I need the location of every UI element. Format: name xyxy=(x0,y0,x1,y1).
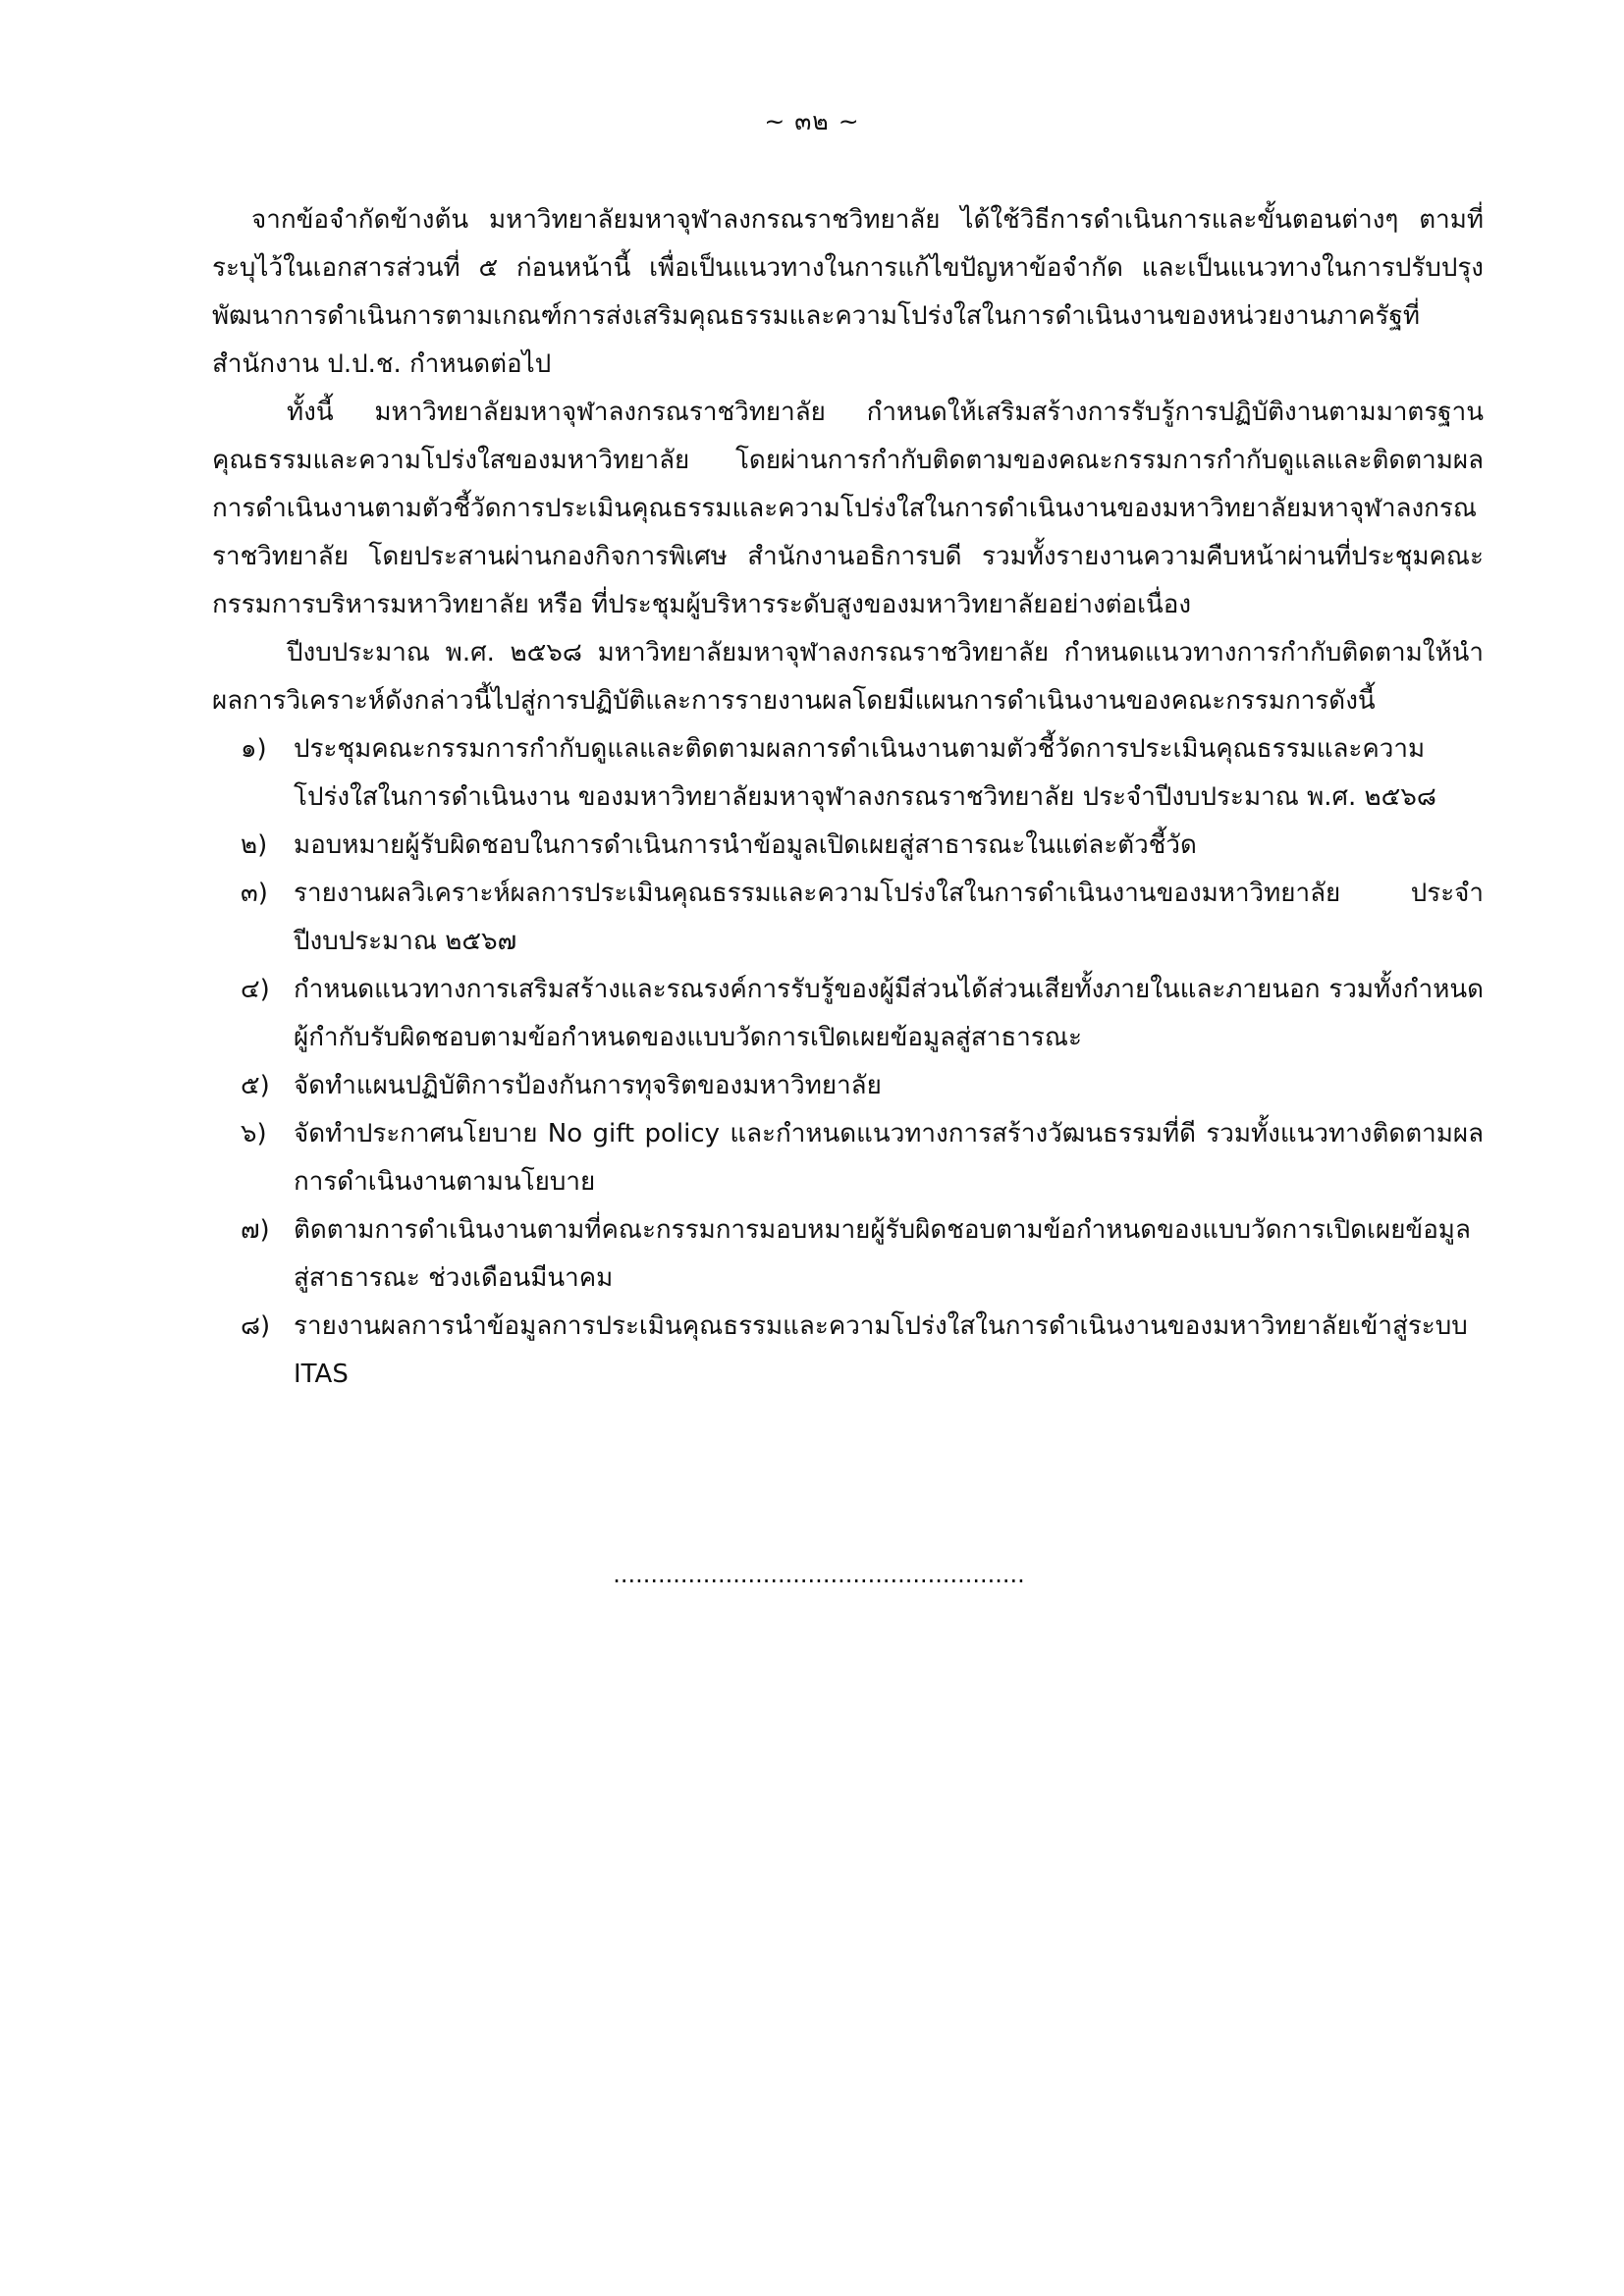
list-number: ๔) xyxy=(241,975,270,1004)
list-text: ประชุมคณะกรรมการกำกับดูแลและติดตามผลการดำเนินงานตามตัวชี้วัดการประเมินคุณธรรมและความโปร่งใสในการดำเนินงาน ของมหาวิทยาลัยมหาจุฬาลงกรณราชวิทยาลัย ประจำปีงบประมาณ พ.ศ. ๒๕๖๘ xyxy=(294,734,1436,812)
list-text: มอบหมายผู้รับผิดชอบในการดำเนินการนำข้อมูลเปิดเผยสู่สาธารณะในแต่ละตัวชี้วัด xyxy=(294,830,1197,860)
list-text: กำหนดแนวทางการเสริมสร้างและรณรงค์การรับรู้ของผู้มีส่วนได้ส่วนเสียทั้งภายในและภายนอก รวมทั้งกำหนดผู้กำกับรับผิดชอบตามข้อกำหนดของแบบวัดการเปิดเผยข้อมูลสู่สาธารณะ xyxy=(294,975,1484,1052)
list-item xyxy=(212,966,1484,1062)
paragraph-limitations: จากข้อจำกัดข้างต้น มหาวิทยาลัยมหาจุฬาลงกรณราชวิทยาลัย ได้ใช้วิธีการดำเนินการและขั้นตอนต่างๆ ตามที่ระบุไว้ในเอกสารส่วนที่ ๕ ก่อนหน้านี้ เพื่อเป็นแนวทางในการแก้ไขปัญหาข้อจำกัด และเป็นแนวทางในการปรับปรุงพัฒนาการดำเนินการตามเกณฑ์การส่งเสริมคุณธรรมและความโปร่งใสในการดำเนินงานของหน่วยงานภาครัฐที่สำนักงาน ป.ป.ช. กำหนดต่อไป xyxy=(212,205,1484,379)
list-number: ๘) xyxy=(241,1311,271,1341)
end-of-section-marker: ....................................................... xyxy=(613,1561,1025,1588)
list-item xyxy=(212,1206,1484,1303)
list-item xyxy=(212,1110,1484,1206)
list-item xyxy=(212,822,1484,870)
list-item xyxy=(212,870,1484,966)
list-number: ๕) xyxy=(241,1071,270,1100)
list-text: รายงานผลการนำข้อมูลการประเมินคุณธรรมและความโปร่งใสในการดำเนินงานของมหาวิทยาลัยเข้าสู่ระบบ ITAS xyxy=(294,1311,1468,1389)
list-number: ๗) xyxy=(241,1215,270,1245)
list-item xyxy=(212,1303,1484,1399)
list-number: ๑) xyxy=(241,734,267,764)
list-number: ๖) xyxy=(241,1119,267,1148)
list-text: รายงานผลวิเคราะห์ผลการประเมินคุณธรรมและความโปร่งใสในการดำเนินงานของมหาวิทยาลัย ประจำปีงบประมาณ ๒๕๖๗ xyxy=(294,879,1484,956)
list-number: ๓) xyxy=(241,879,268,908)
list-text: จัดทำแผนปฏิบัติการป้องกันการทุจริตของมหาวิทยาลัย xyxy=(294,1071,882,1100)
paragraph-fiscal-plan: ปีงบประมาณ พ.ศ. ๒๕๖๘ มหาวิทยาลัยมหาจุฬาลงกรณราชวิทยาลัย กำหนดแนวทางการกำกับติดตามให้นำผลการวิเคราะห์ดังกล่าวนี้ไปสู่การปฏิบัติและการรายงานผลโดยมีแผนการดำเนินงานของคณะกรรมการดังนี้ xyxy=(212,638,1484,716)
list-item xyxy=(212,1062,1484,1110)
list-number: ๒) xyxy=(241,830,268,860)
list-text: จัดทำประกาศนโยบาย No gift policy และกำหนดแนวทางการสร้างวัฒนธรรมที่ดี รวมทั้งแนวทางติดตามผลการดำเนินงานตามนโยบาย xyxy=(294,1119,1484,1197)
list-text: ติดตามการดำเนินงานตามที่คณะกรรมการมอบหมายผู้รับผิดชอบตามข้อกำหนดของแบบวัดการเปิดเผยข้อมูลสู่สาธารณะ ช่วงเดือนมีนาคม xyxy=(294,1215,1471,1293)
document-body xyxy=(212,196,1484,1399)
action-plan-list xyxy=(212,725,1484,1399)
list-item xyxy=(212,725,1484,822)
page-number: ~ ๓๒ ~ xyxy=(764,107,860,135)
paragraph-awareness: ทั้งนี้ มหาวิทยาลัยมหาจุฬาลงกรณราชวิทยาลัย กำหนดให้เสริมสร้างการรับรู้การปฏิบัติงานตามมาตรฐานคุณธรรมและความโปร่งใสของมหาวิทยาลัย โดยผ่านการกำกับติดตามของคณะกรรมการกำกับดูแลและติดตามผลการดำเนินงานตามตัวชี้วัดการประเมินคุณธรรมและความโปร่งใสในการดำเนินงานของมหาวิทยาลัยมหาจุฬาลงกรณราชวิทยาลัย โดยประสานผ่านกองกิจการพิเศษ สำนักงานอธิการบดี รวมทั้งรายงานความคืบหน้าผ่านที่ประชุมคณะกรรมการบริหารมหาวิทยาลัย หรือ ที่ประชุมผู้บริหารระดับสูงของมหาวิทยาลัยอย่างต่อเนื่อง xyxy=(212,398,1484,619)
